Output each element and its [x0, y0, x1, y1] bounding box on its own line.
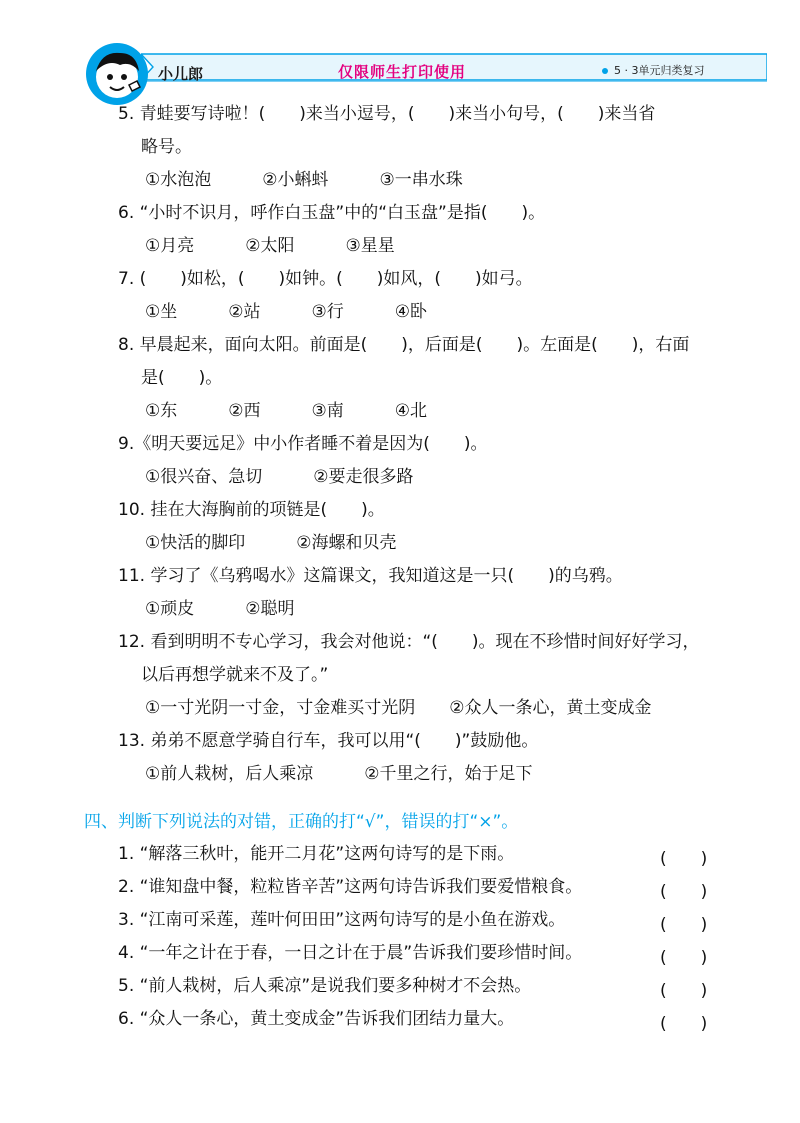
s4-item-6: 6. “众人一条心，黄土变成金”告诉我们团结力量大。: [118, 1009, 515, 1029]
q8-options: ①东 ②西 ③南 ④北: [145, 401, 427, 421]
unit-label: [602, 62, 705, 78]
page-header: [0, 0, 800, 100]
q13-options: ①前人栽树，后人乘凉 ②千里之行，始于足下: [145, 764, 533, 784]
s4-answer-2[interactable]: ( ): [660, 882, 708, 902]
s4-answer-4[interactable]: ( ): [660, 948, 708, 968]
q5-options: ①水泡泡 ②小蝌蚪 ③一串水珠: [145, 170, 463, 190]
section4-title: 四、判断下列说法的对错，正确的打“√”，错误的打“×”。: [84, 812, 519, 832]
q6-options: ①月亮 ②太阳 ③星星: [145, 236, 395, 256]
q8-line1: 8. 早晨起来，面向太阳。前面是( )，后面是( )。左面是( )，右面: [118, 335, 690, 355]
mascot-logo-icon: [84, 41, 150, 107]
print-notice: 仅限师生打印使用: [338, 63, 467, 81]
q11-line1: 11. 学习了《乌鸦喝水》这篇课文，我知道这是一只( )的乌鸦。: [118, 566, 623, 586]
q6-line1: 6. “小时不识月，呼作白玉盘”中的“白玉盘”是指( )。: [118, 203, 546, 223]
q12-line2: 以后再想学就来不及了。”: [141, 665, 329, 685]
q13-line1: 13. 弟弟不愿意学骑自行车，我可以用“( )”鼓励他。: [118, 731, 539, 751]
s4-answer-3[interactable]: ( ): [660, 915, 708, 935]
s4-item-2: 2. “谁知盘中餐，粒粒皆辛苦”这两句诗告诉我们要爱惜粮食。: [118, 877, 583, 897]
unit-text: 5 · 3单元归类复习: [614, 64, 705, 77]
q8-line2: 是( )。: [141, 368, 223, 388]
q9-line1: 9.《明天要远足》中小作者睡不着是因为( )。: [118, 434, 488, 454]
q10-line1: 10. 挂在大海胸前的项链是( )。: [118, 500, 385, 520]
s4-answer-5[interactable]: ( ): [660, 981, 708, 1001]
q12-line1: 12. 看到明明不专心学习，我会对他说：“( )。现在不珍惜时间好好学习，: [118, 632, 700, 652]
brand-name: 小儿郎: [158, 65, 204, 83]
s4-item-1: 1. “解落三秋叶，能开二月花”这两句诗写的是下雨。: [118, 844, 515, 864]
s4-item-5: 5. “前人栽树，后人乘凉”是说我们要多种树才不会热。: [118, 976, 532, 996]
q7-line1: 7. ( )如松，( )如钟。( )如风，( )如弓。: [118, 269, 533, 289]
q9-options: ①很兴奋、急切 ②要走很多路: [145, 467, 414, 487]
q12-options: ①一寸光阴一寸金，寸金难买寸光阴 ②众人一条心，黄土变成金: [145, 698, 652, 718]
s4-item-4: 4. “一年之计在于春，一日之计在于晨”告诉我们要珍惜时间。: [118, 943, 583, 963]
s4-answer-1[interactable]: ( ): [660, 849, 708, 869]
q5-line1: 5. 青蛙要写诗啦！( )来当小逗号，( )来当小句号，( )来当省: [118, 104, 656, 124]
q10-options: ①快活的脚印 ②海螺和贝壳: [145, 533, 397, 553]
q5-line2: 略号。: [141, 137, 192, 157]
q7-options: ①坐 ②站 ③行 ④卧: [145, 302, 427, 322]
q11-options: ①顽皮 ②聪明: [145, 599, 295, 619]
s4-item-3: 3. “江南可采莲，莲叶何田田”这两句诗写的是小鱼在游戏。: [118, 910, 566, 930]
s4-answer-6[interactable]: ( ): [660, 1014, 708, 1034]
bullet-icon: [602, 68, 608, 74]
